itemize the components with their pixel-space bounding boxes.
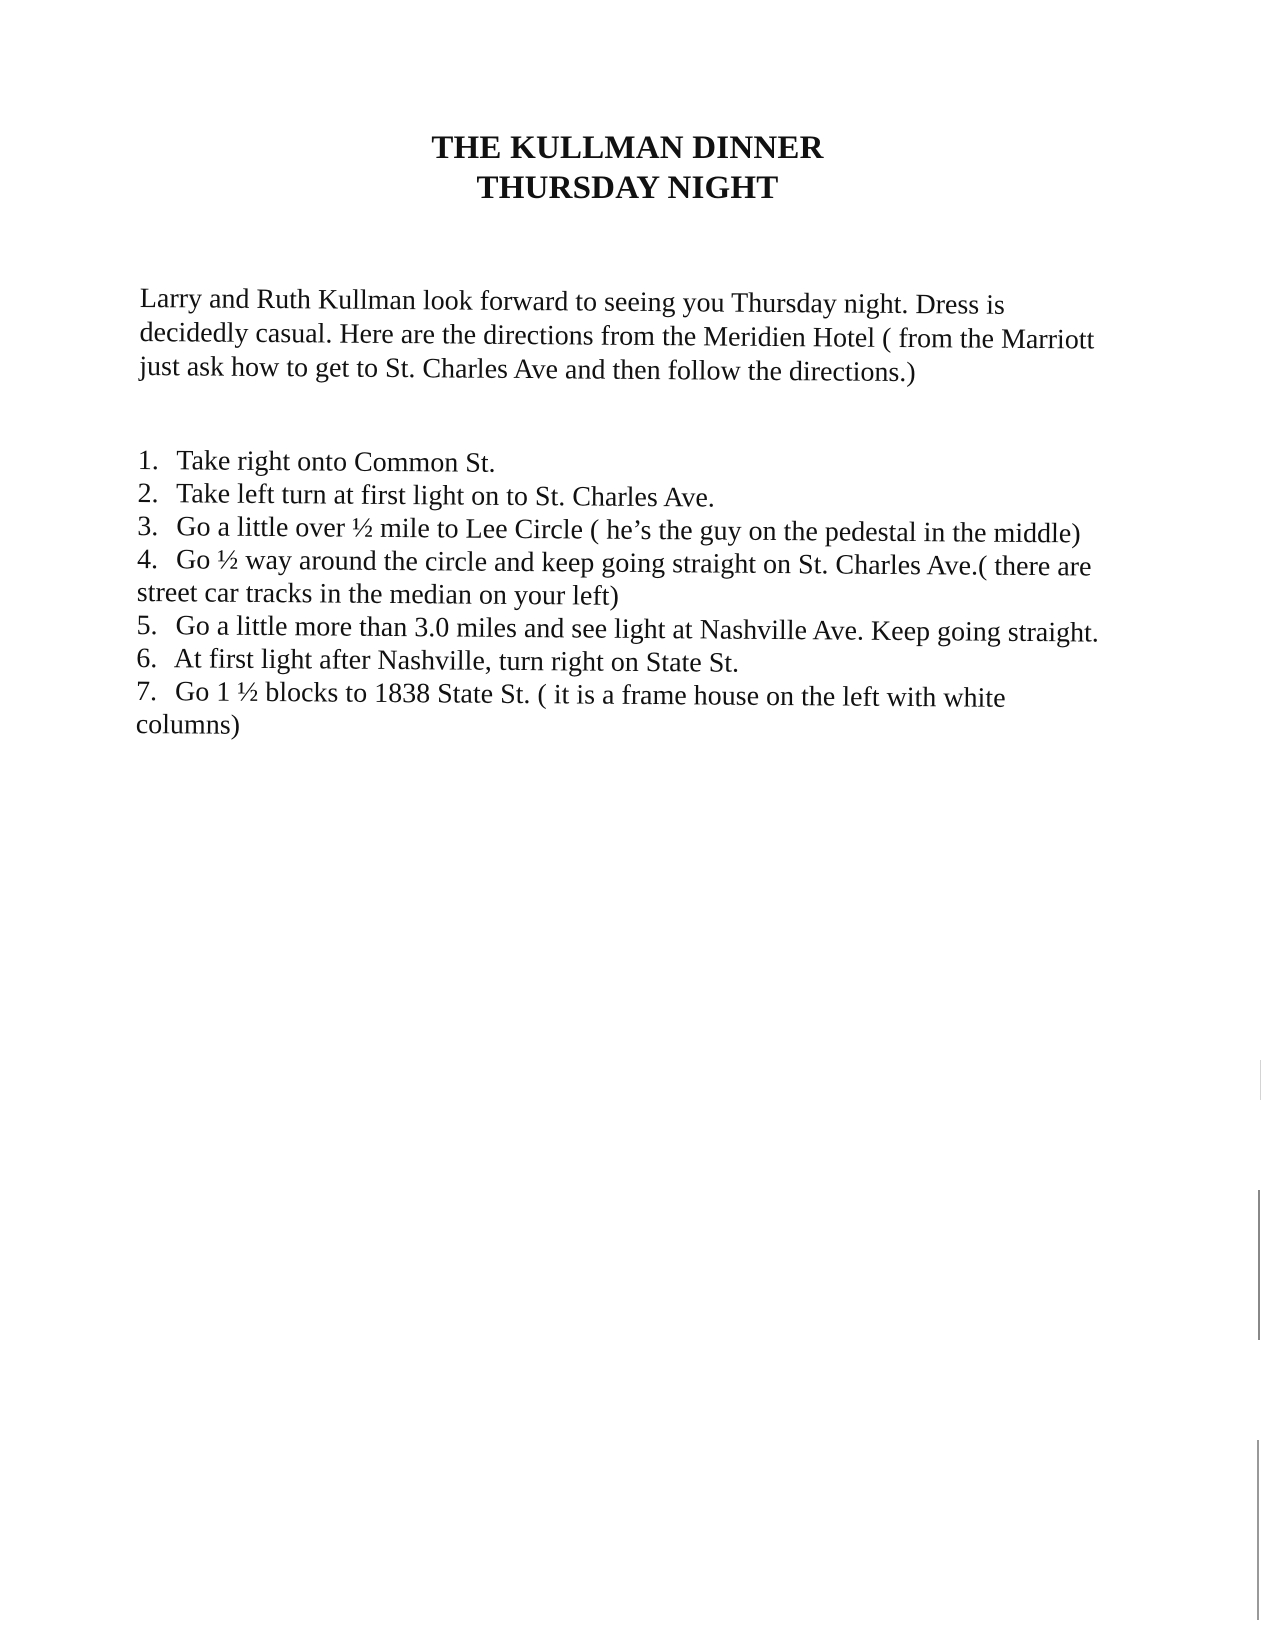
step-text: Go a little more than 3.0 miles and see light at Nashville Ave. Keep going straight.	[175, 610, 1099, 649]
step-text: Go 1 ½ blocks to 1838 State St. ( it is a frame house on the left with white columns)	[135, 676, 1006, 741]
step-text: Take right onto Common St.	[176, 445, 496, 479]
step-number: 4.	[136, 543, 159, 576]
direction-step	[136, 675, 1116, 749]
step-number: 7.	[135, 675, 158, 708]
step-text: Take left turn at first light on to St. Charles Ave.	[175, 478, 715, 514]
scan-artifact	[1260, 1060, 1261, 1100]
step-number: 5.	[136, 609, 158, 642]
intro-paragraph: Larry and Ruth Kullman look forward to seeing you Thursday night. Dress is decidedly casual. Here are the directions from the Meridien Hotel ( from the Marriott just ask how to get to St. Charles Ave and then follow the directions.)	[139, 282, 1095, 389]
title-line-2: THURSDAY NIGHT	[476, 170, 779, 206]
step-number: 1.	[137, 444, 159, 477]
title-line-1: THE KULLMAN DINNER	[431, 130, 824, 166]
step-text: Go a little over ½ mile to Lee Circle ( he’s the guy on the pedestal in the middle)	[176, 511, 1081, 550]
direction-step	[137, 543, 1117, 617]
document-title	[0, 128, 1265, 208]
step-number: 3.	[137, 510, 159, 543]
step-text: At first light after Nashville, turn right on State St.	[173, 643, 740, 679]
step-number: 2.	[137, 477, 159, 510]
step-text: Go ½ way around the circle and keep going straight on St. Charles Ave.( there are street car tracks in the median on your left)	[136, 544, 1092, 612]
scan-artifact	[1257, 1440, 1259, 1620]
step-number: 6.	[136, 642, 158, 675]
scan-artifact	[1258, 1190, 1260, 1340]
directions-list	[136, 444, 1118, 749]
